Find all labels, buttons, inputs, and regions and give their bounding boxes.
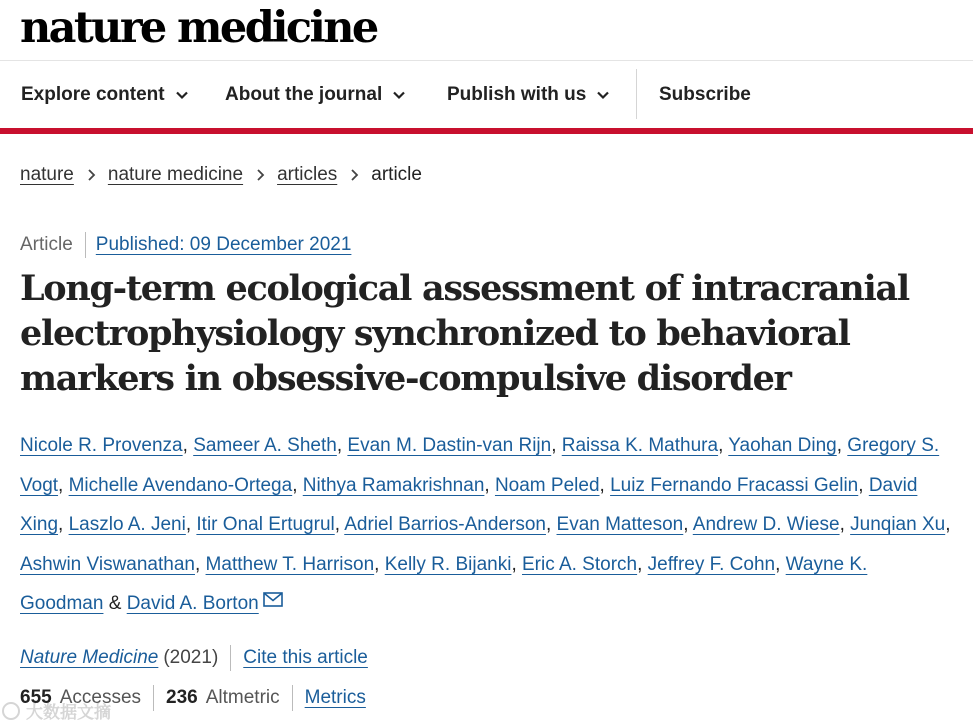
subscribe-link[interactable] bbox=[659, 61, 751, 128]
article-title: Long-term ecological assessment of intracranial electrophysiology synchronized to behavioral markers in obsessive-compulsive disorder bbox=[20, 268, 909, 399]
author-list: Nicole R. Provenza, Sameer A. Sheth, Evan M. Dastin-van Rijn, Raissa K. Mathura, Yaohan Ding, Gregory S. Vogt, Michelle Avendano-Ortega, Nithya Ramakrishnan, Noam Peled, Luiz Fernando Fracassi Gelin, David Xing, Laszlo A. Jeni, Itir Onal Ertugrul, Adriel Barrios-Anderson, Evan Matteson, Andrew D. Wiese, Junqian Xu, Ashwin Viswanathan, Matthew T. Harrison, Kelly R. Bijanki, Eric A. Storch, Jeffrey F. Cohn, Wayne K. Goodman & David A. Borton bbox=[20, 435, 951, 614]
subscribe-label: Subscribe bbox=[659, 83, 751, 105]
article-type: Article bbox=[20, 234, 73, 255]
author-link[interactable]: Eric A. Storch bbox=[522, 553, 638, 575]
altmetric-label: Altmetric bbox=[205, 687, 280, 708]
author-link[interactable]: Sameer A. Sheth bbox=[193, 435, 337, 456]
corresponding-author-link[interactable]: David A. Borton bbox=[126, 593, 259, 614]
author-link[interactable]: Nicole R. Provenza bbox=[20, 435, 183, 456]
watermark bbox=[2, 698, 111, 723]
breadcrumb-link-articles[interactable]: articles bbox=[277, 164, 338, 185]
published-date-link[interactable]: Published: 09 December 2021 bbox=[95, 234, 352, 255]
chevron-down-icon bbox=[175, 88, 189, 102]
nav-explore-content[interactable] bbox=[21, 61, 189, 128]
accesses-count: 655 bbox=[20, 687, 52, 708]
meta-divider bbox=[230, 645, 231, 671]
chevron-down-icon bbox=[392, 88, 406, 102]
meta-divider bbox=[153, 685, 154, 711]
mail-icon[interactable] bbox=[263, 592, 283, 607]
breadcrumb bbox=[20, 162, 422, 188]
breadcrumb-current: article bbox=[371, 164, 422, 185]
author-link[interactable]: Adriel Barrios-Anderson bbox=[344, 514, 546, 535]
author-link[interactable]: Noam Peled bbox=[494, 474, 600, 496]
author-joiner: & bbox=[108, 593, 122, 614]
accent-bar bbox=[0, 128, 973, 134]
author-link[interactable]: Michelle Avendano-Ortega bbox=[68, 474, 293, 496]
logo-text: nature medicine bbox=[20, 3, 377, 53]
author-link[interactable]: Andrew D. Wiese bbox=[692, 514, 840, 535]
nav-publish-with-us[interactable] bbox=[447, 61, 610, 128]
author-link[interactable]: Laszlo A. Jeni bbox=[68, 514, 186, 535]
journal-link[interactable]: Nature Medicine bbox=[20, 647, 159, 668]
watermark-logo-icon bbox=[2, 702, 20, 720]
author-link[interactable]: Wayne K. Goodman bbox=[20, 553, 868, 614]
author-link[interactable]: Kelly R. Bijanki bbox=[384, 553, 512, 575]
author-link[interactable]: Yaohan Ding bbox=[728, 435, 837, 456]
nav-about-journal[interactable] bbox=[225, 61, 406, 128]
chevron-right-icon bbox=[337, 164, 371, 186]
chevron-down-icon bbox=[596, 88, 610, 102]
nav-label: About the journal bbox=[225, 83, 383, 105]
breadcrumb-link-nature[interactable]: nature bbox=[20, 164, 74, 185]
nav-label: Publish with us bbox=[447, 83, 587, 105]
nav-divider bbox=[636, 69, 637, 119]
chevron-right-icon bbox=[74, 164, 108, 186]
meta-divider bbox=[292, 685, 293, 711]
article-meta bbox=[20, 232, 351, 258]
watermark-text: 大数据文摘 bbox=[26, 703, 111, 722]
journal-info bbox=[20, 645, 368, 671]
author-link[interactable]: Junqian Xu bbox=[850, 514, 946, 535]
author-link[interactable]: David Xing bbox=[20, 474, 918, 535]
altmetric-count: 236 bbox=[166, 687, 198, 708]
author-link[interactable]: Gregory S. Vogt bbox=[20, 435, 940, 496]
author-link[interactable]: Jeffrey F. Cohn bbox=[647, 553, 776, 575]
accesses-label: Accesses bbox=[59, 687, 142, 708]
author-link[interactable]: Matthew T. Harrison bbox=[205, 553, 375, 575]
chevron-right-icon bbox=[243, 164, 277, 186]
site-logo[interactable] bbox=[20, 4, 377, 54]
cite-article-link[interactable]: Cite this article bbox=[243, 647, 368, 668]
journal-year: (2021) bbox=[163, 647, 219, 668]
main-nav bbox=[0, 61, 973, 128]
metrics-link[interactable]: Metrics bbox=[304, 687, 366, 708]
author-link[interactable]: Evan Matteson bbox=[556, 514, 684, 535]
author-link[interactable]: Luiz Fernando Fracassi Gelin bbox=[610, 474, 859, 496]
author-link[interactable]: Raissa K. Mathura bbox=[561, 435, 719, 456]
meta-divider bbox=[85, 232, 86, 258]
nav-label: Explore content bbox=[21, 83, 165, 105]
author-link[interactable]: Nithya Ramakrishnan bbox=[302, 474, 485, 496]
author-link[interactable]: Ashwin Viswanathan bbox=[20, 553, 195, 575]
author-link[interactable]: Itir Onal Ertugrul bbox=[196, 514, 335, 535]
breadcrumb-link-nature-medicine[interactable]: nature medicine bbox=[107, 164, 244, 185]
author-link[interactable]: Evan M. Dastin-van Rijn bbox=[347, 435, 552, 456]
